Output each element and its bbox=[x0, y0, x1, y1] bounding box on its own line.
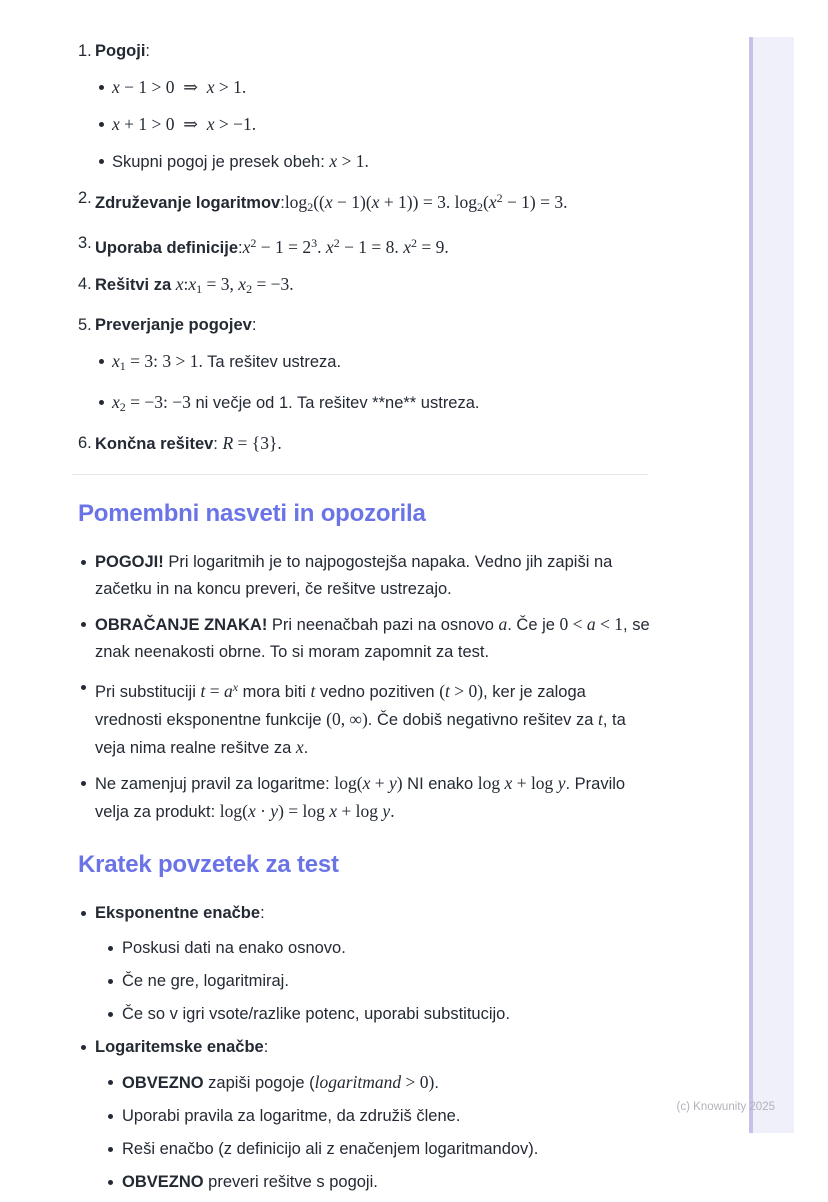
math-run: x bbox=[403, 237, 411, 257]
math-run: − 1)( bbox=[332, 192, 372, 212]
item-number: 2. bbox=[78, 189, 92, 207]
text-run: Končna rešitev bbox=[95, 435, 214, 453]
numbered-item bbox=[78, 230, 650, 262]
math-run: + 1 > 0 ⇒ bbox=[119, 114, 207, 134]
math-run: . bbox=[317, 237, 326, 257]
text-run: : bbox=[213, 435, 223, 453]
math-run: t bbox=[598, 709, 603, 729]
text-run: ni večje od 1. Ta rešitev **ne** ustreza. bbox=[190, 394, 480, 412]
bullet-icon bbox=[108, 1080, 113, 1085]
math-run: y bbox=[388, 773, 397, 793]
math-run: x bbox=[188, 274, 197, 294]
math-run: 2 bbox=[246, 282, 253, 296]
math-run: x bbox=[325, 237, 334, 257]
text-run: Preverjanje pogojev bbox=[95, 316, 252, 334]
text-run: , se znak neenakosti obrne. To si moram zapomnit za test. bbox=[95, 616, 655, 661]
math-run: > 1. bbox=[337, 151, 369, 171]
math-run: x bbox=[329, 151, 338, 171]
math-run: x bbox=[112, 77, 120, 97]
math-run: = 3, bbox=[202, 274, 239, 294]
item-text bbox=[122, 1074, 439, 1092]
math-run: < 1 bbox=[595, 614, 624, 634]
math-run: x bbox=[504, 773, 513, 793]
math-run: · bbox=[255, 801, 271, 821]
math-run: > −1. bbox=[214, 114, 257, 134]
math-run: y bbox=[557, 773, 566, 793]
math-run: log( bbox=[334, 773, 363, 793]
bullet-item bbox=[78, 74, 650, 102]
math-run: 3 bbox=[311, 236, 318, 250]
bullet-icon bbox=[81, 1045, 86, 1050]
page-edge-panel bbox=[753, 37, 794, 1133]
math-run: x bbox=[247, 801, 256, 821]
text-run: , ker je zaloga vrednosti eksponentne funkcije bbox=[95, 683, 591, 729]
text-run: . Če dobiš negativno rešitev za bbox=[367, 711, 599, 729]
section-heading: Pomembni nasveti in opozorila bbox=[78, 500, 426, 527]
math-run: ) bbox=[396, 773, 403, 793]
numbered-item bbox=[78, 185, 650, 221]
math-run: x bbox=[324, 192, 333, 212]
text-run: Reši enačbo (z definicijo ali z enačenjem logaritmandov). bbox=[122, 1140, 539, 1158]
page-edge-bar bbox=[749, 37, 794, 1133]
bullet-item bbox=[78, 1001, 650, 1028]
math-run: x bbox=[206, 114, 215, 134]
math-run: + log bbox=[512, 773, 558, 793]
text-run: NI enako bbox=[402, 775, 478, 793]
numbered-item bbox=[78, 312, 650, 339]
item-text bbox=[95, 775, 630, 821]
item-text bbox=[95, 553, 617, 598]
bullet-icon bbox=[99, 122, 104, 127]
text-run: Uporaba definicije bbox=[95, 239, 239, 257]
text-run: Pri logaritmih je to najpogostejša napaka. Vedno jih zapiši na začetku in na koncu preveri, če rešitve ustrezajo. bbox=[95, 553, 617, 598]
math-run: x bbox=[112, 392, 120, 412]
text-run: Če ne gre, logaritmiraj. bbox=[122, 972, 289, 990]
math-run: x bbox=[242, 237, 251, 257]
text-run: preveri rešitve s pogoji. bbox=[203, 1173, 378, 1191]
text-run: : bbox=[238, 239, 243, 257]
text-run: : bbox=[260, 904, 265, 922]
text-run: . bbox=[303, 739, 309, 757]
text-run: . Če je bbox=[507, 616, 560, 634]
text-run: Pri substituciji bbox=[95, 683, 201, 701]
text-run: OBVEZNO bbox=[122, 1173, 204, 1191]
item-text bbox=[95, 680, 631, 757]
bullet-item bbox=[78, 111, 650, 139]
math-run: R bbox=[222, 433, 234, 453]
text-run: OBVEZNO bbox=[122, 1074, 204, 1092]
bullet-icon bbox=[108, 1147, 113, 1152]
item-text bbox=[95, 616, 654, 661]
bullet-icon bbox=[108, 979, 113, 984]
text-run: Ta rešitev ustreza. bbox=[202, 353, 342, 371]
text-run: Skupni pogoj je presek obeh: bbox=[112, 153, 330, 171]
bullet-item bbox=[78, 1169, 650, 1196]
math-run: > 0) bbox=[449, 681, 484, 701]
bullet-icon bbox=[81, 685, 86, 690]
text-run: : bbox=[145, 42, 151, 60]
item-number: 4. bbox=[78, 275, 92, 293]
math-run: logaritmand bbox=[314, 1072, 402, 1092]
math-run: x bbox=[371, 192, 380, 212]
bullet-item bbox=[78, 900, 650, 927]
math-run: x bbox=[362, 773, 371, 793]
math-run: = 9. bbox=[416, 237, 449, 257]
math-run: + 1)) = 3. log bbox=[379, 192, 477, 212]
math-run: y bbox=[382, 801, 391, 821]
math-run: = 3: 3 > 1. bbox=[125, 351, 203, 371]
math-run: t bbox=[445, 681, 450, 701]
item-number: 1. bbox=[78, 42, 92, 60]
math-run: t bbox=[310, 681, 316, 701]
math-run: x bbox=[329, 801, 338, 821]
bullet-icon bbox=[108, 1180, 113, 1185]
item-number: 5. bbox=[78, 316, 92, 334]
bullet-item bbox=[78, 674, 650, 762]
text-run: vedno pozitiven bbox=[315, 683, 440, 701]
bullet-item bbox=[78, 348, 650, 380]
bullet-item bbox=[78, 1034, 650, 1061]
math-run: > 1. bbox=[214, 77, 247, 97]
math-run: log( bbox=[219, 801, 248, 821]
item-text bbox=[112, 394, 480, 412]
text-run: Uporabi pravila za logaritme, da združiš člene. bbox=[122, 1107, 461, 1125]
math-run: 2 bbox=[476, 200, 483, 214]
text-run: . Pravilo velja za produkt: bbox=[95, 775, 630, 821]
math-run: : bbox=[183, 274, 189, 294]
text-run: Logaritemske enačbe bbox=[95, 1038, 264, 1056]
math-run: − 1 = 2 bbox=[256, 237, 312, 257]
item-text bbox=[95, 236, 449, 257]
math-run: log bbox=[284, 192, 308, 212]
item-number: 6. bbox=[78, 434, 92, 452]
math-run: − 1 > 0 ⇒ bbox=[119, 77, 207, 97]
text-run: zapiši pogoje ( bbox=[203, 1074, 315, 1092]
text-run: , ta veja nima realne rešitve za bbox=[95, 711, 631, 757]
numbered-item bbox=[78, 38, 650, 65]
bullet-item bbox=[78, 1136, 650, 1163]
item-text bbox=[122, 1107, 460, 1125]
bullet-item bbox=[78, 549, 650, 603]
item-text bbox=[112, 353, 341, 371]
item-text bbox=[112, 153, 369, 171]
math-run: + log bbox=[337, 801, 383, 821]
text-run: : bbox=[263, 1038, 269, 1056]
item-number: 3. bbox=[78, 234, 92, 252]
bullet-item bbox=[78, 935, 650, 962]
text-run: mora biti bbox=[238, 683, 311, 701]
bullet-item bbox=[78, 148, 650, 176]
bullet-icon bbox=[99, 85, 104, 90]
text-run: Pogoji bbox=[95, 42, 146, 60]
item-text bbox=[95, 435, 282, 453]
math-run: 2 bbox=[333, 236, 340, 250]
math-run: (0, ∞) bbox=[326, 709, 368, 729]
math-run: x bbox=[206, 77, 215, 97]
math-run: x bbox=[112, 351, 120, 371]
item-text bbox=[122, 1005, 510, 1023]
bullet-item bbox=[78, 1103, 650, 1130]
math-run: 2 bbox=[496, 191, 503, 205]
bullet-icon bbox=[99, 359, 104, 364]
text-run: OBRAČANJE ZNAKA! bbox=[95, 616, 268, 634]
item-text bbox=[122, 972, 289, 990]
bullet-item bbox=[78, 389, 650, 421]
bullet-icon bbox=[81, 781, 86, 786]
item-text bbox=[95, 316, 256, 334]
text-run: Ne zamenjuj pravil za logaritme: bbox=[95, 775, 335, 793]
bullet-icon bbox=[108, 1114, 113, 1119]
math-run: 1 bbox=[196, 282, 203, 296]
math-run: (( bbox=[313, 192, 325, 212]
bullet-icon bbox=[99, 400, 104, 405]
numbered-item bbox=[78, 430, 650, 458]
item-text bbox=[95, 1038, 268, 1056]
item-text bbox=[122, 1140, 538, 1158]
math-run: t bbox=[200, 681, 206, 701]
text-run: Pri neenačbah pazi na osnovo bbox=[267, 616, 499, 634]
section-heading: Kratek povzetek za test bbox=[78, 851, 339, 878]
math-run: 2 bbox=[119, 400, 126, 414]
math-run: a bbox=[586, 614, 596, 634]
item-text bbox=[95, 191, 568, 214]
text-run: Združevanje logaritmov bbox=[95, 194, 281, 212]
item-text bbox=[112, 79, 246, 97]
math-run: + bbox=[370, 773, 389, 793]
math-run: x bbox=[295, 737, 304, 757]
math-run: = bbox=[205, 681, 224, 701]
item-text bbox=[95, 276, 294, 294]
math-run: y bbox=[270, 801, 279, 821]
math-run: 1 bbox=[119, 359, 126, 373]
math-run: ( bbox=[482, 192, 489, 212]
numbered-item bbox=[78, 271, 650, 303]
text-run: POGOJI! bbox=[95, 553, 164, 571]
bullet-icon bbox=[81, 911, 86, 916]
text-run: Če so v igri vsote/razlike potenc, uporabi substitucijo. bbox=[122, 1005, 510, 1023]
bullet-item bbox=[78, 1069, 650, 1097]
document-content bbox=[78, 38, 655, 1202]
math-run: 0 < bbox=[559, 614, 587, 634]
text-run: : bbox=[251, 316, 257, 334]
math-run: x bbox=[112, 114, 120, 134]
math-run: 2 bbox=[307, 200, 314, 214]
math-run: > 0) bbox=[401, 1072, 435, 1092]
bullet-icon bbox=[108, 1012, 113, 1017]
bullet-item bbox=[78, 968, 650, 995]
math-run: = −3. bbox=[252, 274, 294, 294]
bullet-icon bbox=[99, 159, 104, 164]
math-run: a bbox=[223, 681, 233, 701]
bullet-icon bbox=[108, 946, 113, 951]
math-run: ) = log bbox=[278, 801, 330, 821]
math-run: ( bbox=[439, 681, 446, 701]
math-run: log bbox=[477, 773, 505, 793]
text-run: : bbox=[280, 194, 285, 212]
math-run: 2 bbox=[410, 236, 417, 250]
text-run: Poskusi dati na enako osnovo. bbox=[122, 939, 346, 957]
item-text bbox=[112, 116, 256, 134]
section-divider bbox=[72, 474, 648, 475]
math-run: − 1) = 3. bbox=[502, 192, 568, 212]
math-run: . bbox=[390, 801, 395, 821]
item-text bbox=[95, 904, 265, 922]
math-run: − 1 = 8. bbox=[339, 237, 404, 257]
math-run: x bbox=[238, 274, 247, 294]
text-run: . bbox=[434, 1074, 439, 1092]
bullet-item bbox=[78, 770, 650, 826]
item-text bbox=[95, 42, 150, 60]
math-run: x bbox=[175, 274, 184, 294]
math-run: a bbox=[498, 614, 508, 634]
copyright-watermark: (c) Knowunity 2025 bbox=[676, 1101, 775, 1113]
math-run: 2 bbox=[250, 236, 257, 250]
math-run: x bbox=[232, 680, 239, 694]
item-text bbox=[122, 1173, 378, 1191]
text-run: Eksponentne enačbe bbox=[95, 904, 261, 922]
math-run: = {3}. bbox=[233, 433, 282, 453]
bullet-item bbox=[78, 611, 655, 666]
math-run: = −3: −3 bbox=[125, 392, 191, 412]
bullet-icon bbox=[81, 560, 86, 565]
bullet-icon bbox=[81, 622, 86, 627]
item-text bbox=[122, 939, 346, 957]
text-run: Rešitvi za bbox=[95, 276, 176, 294]
math-run: x bbox=[488, 192, 497, 212]
